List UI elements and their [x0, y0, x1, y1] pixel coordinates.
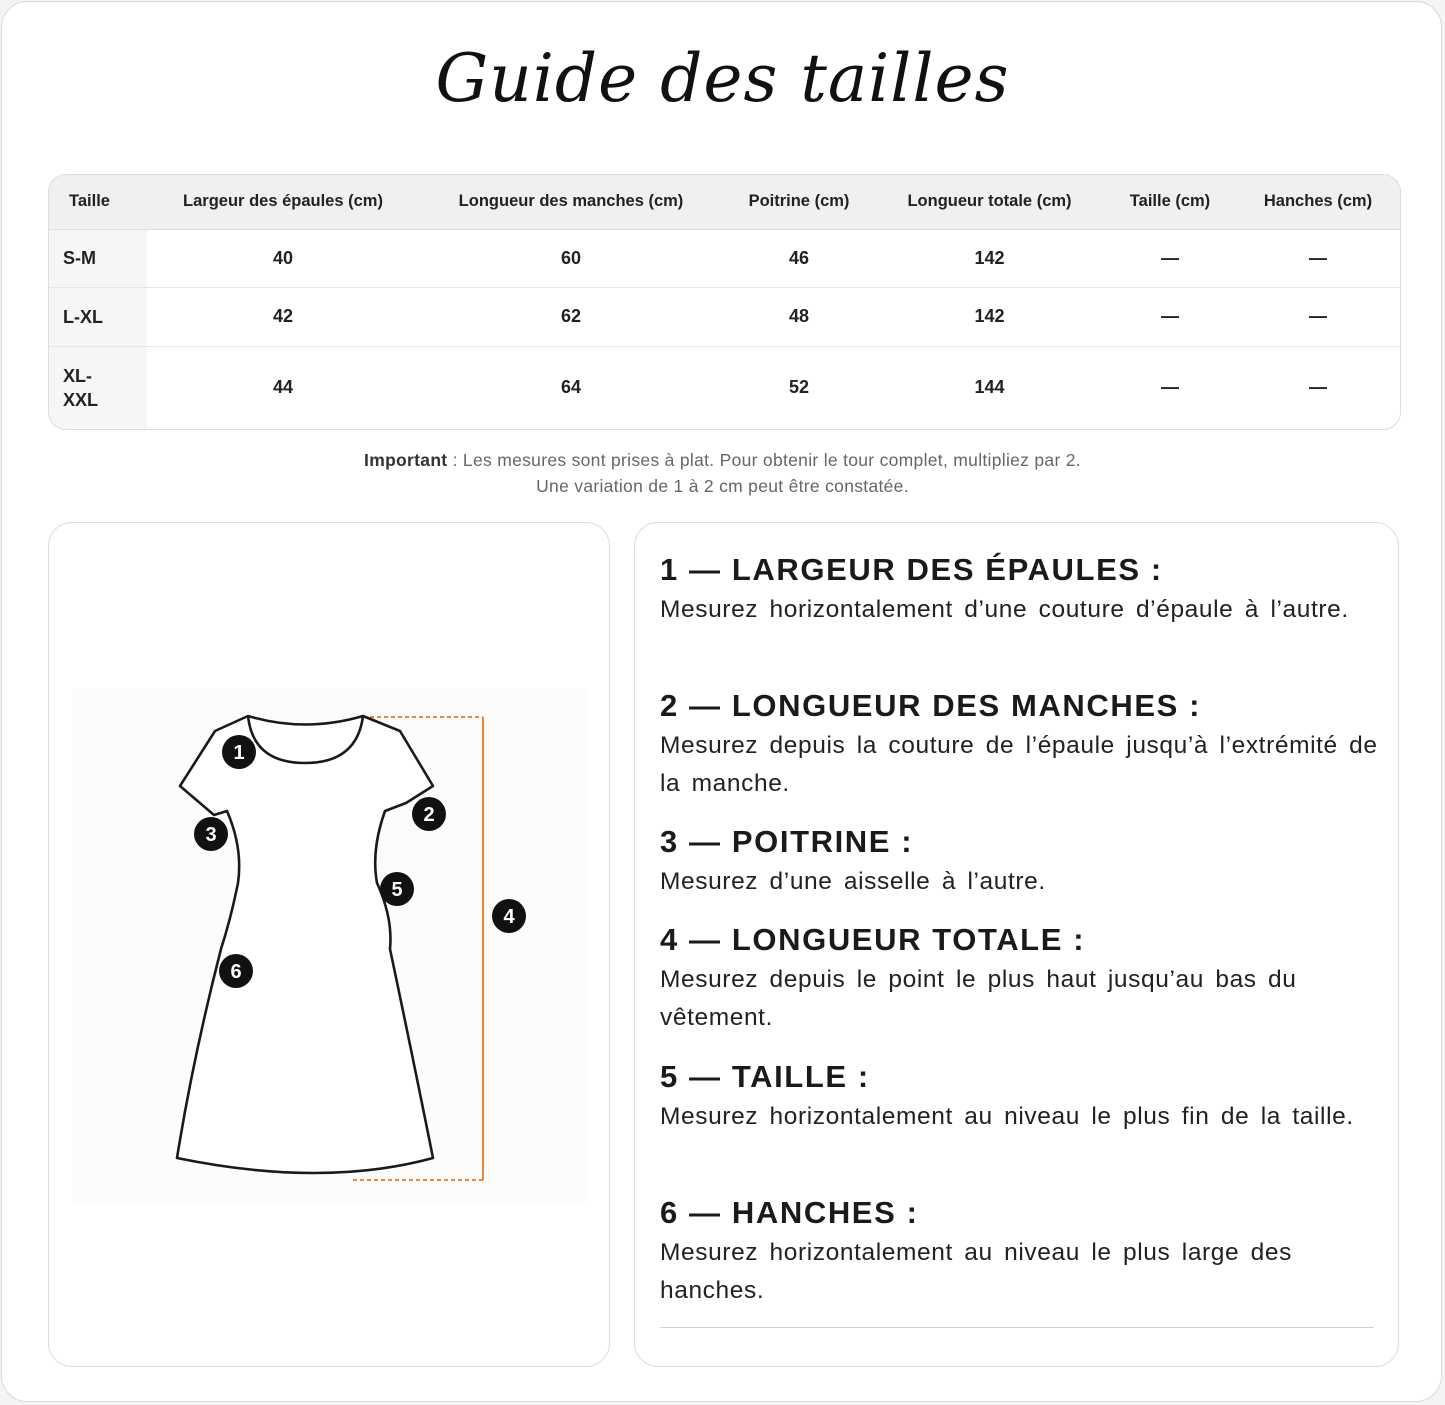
instruction-title: 5 — TAILLE : [660, 1059, 870, 1094]
marker-1 [222, 735, 256, 769]
table-row [49, 288, 1400, 347]
instruction-text: Mesurez horizontalement d’une couture d’épaule à l’autre. [660, 596, 1349, 623]
header-size: Taille [49, 175, 147, 229]
cell-sleeve-length: 60 [419, 229, 723, 288]
note-label: Important [364, 450, 448, 470]
header-chest: Poitrine (cm) [723, 175, 875, 229]
cell-chest: 46 [723, 229, 875, 288]
cell-waist: — [1104, 229, 1236, 288]
header-total-length: Longueur totale (cm) [875, 175, 1104, 229]
instruction-text: Mesurez d’une aisselle à l’autre. [660, 868, 1046, 895]
svg-text:6: 6 [230, 961, 242, 983]
cell-sleeve-length: 62 [419, 288, 723, 347]
cell-size: S-M [49, 229, 147, 288]
measurement-note [2, 447, 1443, 499]
instruction-total-length [660, 921, 1380, 1037]
svg-text:1: 1 [233, 742, 245, 764]
svg-text:4: 4 [503, 906, 515, 928]
cell-chest: 48 [723, 288, 875, 347]
instruction-hips [660, 1194, 1380, 1310]
instruction-title: 1 — LARGEUR DES ÉPAULES : [660, 552, 1163, 587]
instruction-chest [660, 823, 1380, 901]
instruction-text: Mesurez horizontalement au niveau le plus large des hanches. [660, 1239, 1292, 1304]
note-line-2: Une variation de 1 à 2 cm peut être constatée. [536, 476, 909, 496]
cell-shoulder-width: 40 [147, 229, 419, 288]
instruction-title: 2 — LONGUEUR DES MANCHES : [660, 688, 1202, 723]
cell-shoulder-width: 44 [147, 346, 419, 429]
instruction-waist [660, 1058, 1380, 1136]
header-hips: Hanches (cm) [1236, 175, 1400, 229]
page [1, 1, 1442, 1402]
cell-waist: — [1104, 288, 1236, 347]
cell-sleeve-length: 64 [419, 346, 723, 429]
table-row [49, 346, 1400, 429]
instruction-title: 4 — LONGUEUR TOTALE : [660, 922, 1086, 957]
instruction-text: Mesurez depuis le point le plus haut jusqu’au bas du vêtement. [660, 966, 1297, 1031]
instruction-text: Mesurez depuis la couture de l’épaule jusqu’à l’extrémité de la manche. [660, 732, 1378, 797]
svg-text:3: 3 [205, 824, 217, 846]
marker-6 [219, 954, 253, 988]
header-sleeve-length: Longueur des manches (cm) [419, 175, 723, 229]
instruction-title: 6 — HANCHES : [660, 1195, 919, 1230]
note-line-1: : Les mesures sont prises à plat. Pour obtenir le tour complet, multipliez par 2. [452, 450, 1081, 470]
cell-size: XL-XXL [49, 346, 147, 429]
marker-2 [412, 797, 446, 831]
cell-total-length: 144 [875, 346, 1104, 429]
cell-shoulder-width: 42 [147, 288, 419, 347]
cell-hips: — [1236, 346, 1400, 429]
instruction-sleeve-length [660, 687, 1380, 803]
cell-total-length: 142 [875, 229, 1104, 288]
cell-chest: 52 [723, 346, 875, 429]
cell-total-length: 142 [875, 288, 1104, 347]
marker-5 [380, 872, 414, 906]
dress-diagram [73, 688, 587, 1202]
marker-4 [492, 899, 526, 933]
instructions-card [634, 522, 1399, 1367]
size-table [48, 174, 1401, 430]
table-row [49, 229, 1400, 288]
svg-text:2: 2 [423, 804, 435, 826]
dress-diagram-card [48, 522, 610, 1367]
marker-3 [194, 817, 228, 851]
cell-hips: — [1236, 288, 1400, 347]
cell-waist: — [1104, 346, 1236, 429]
page-title: Guide des tailles [435, 40, 1010, 117]
dress-illustration [73, 688, 587, 1202]
cell-hips: — [1236, 229, 1400, 288]
divider [660, 1327, 1374, 1328]
table-header-row [49, 175, 1400, 229]
header-shoulder-width: Largeur des épaules (cm) [147, 175, 419, 229]
instruction-shoulder-width [660, 551, 1380, 629]
instruction-title: 3 — POITRINE : [660, 824, 914, 859]
instruction-text: Mesurez horizontalement au niveau le plus fin de la taille. [660, 1103, 1354, 1130]
cell-size: L-XL [49, 288, 147, 347]
header-waist: Taille (cm) [1104, 175, 1236, 229]
svg-text:5: 5 [391, 879, 403, 901]
